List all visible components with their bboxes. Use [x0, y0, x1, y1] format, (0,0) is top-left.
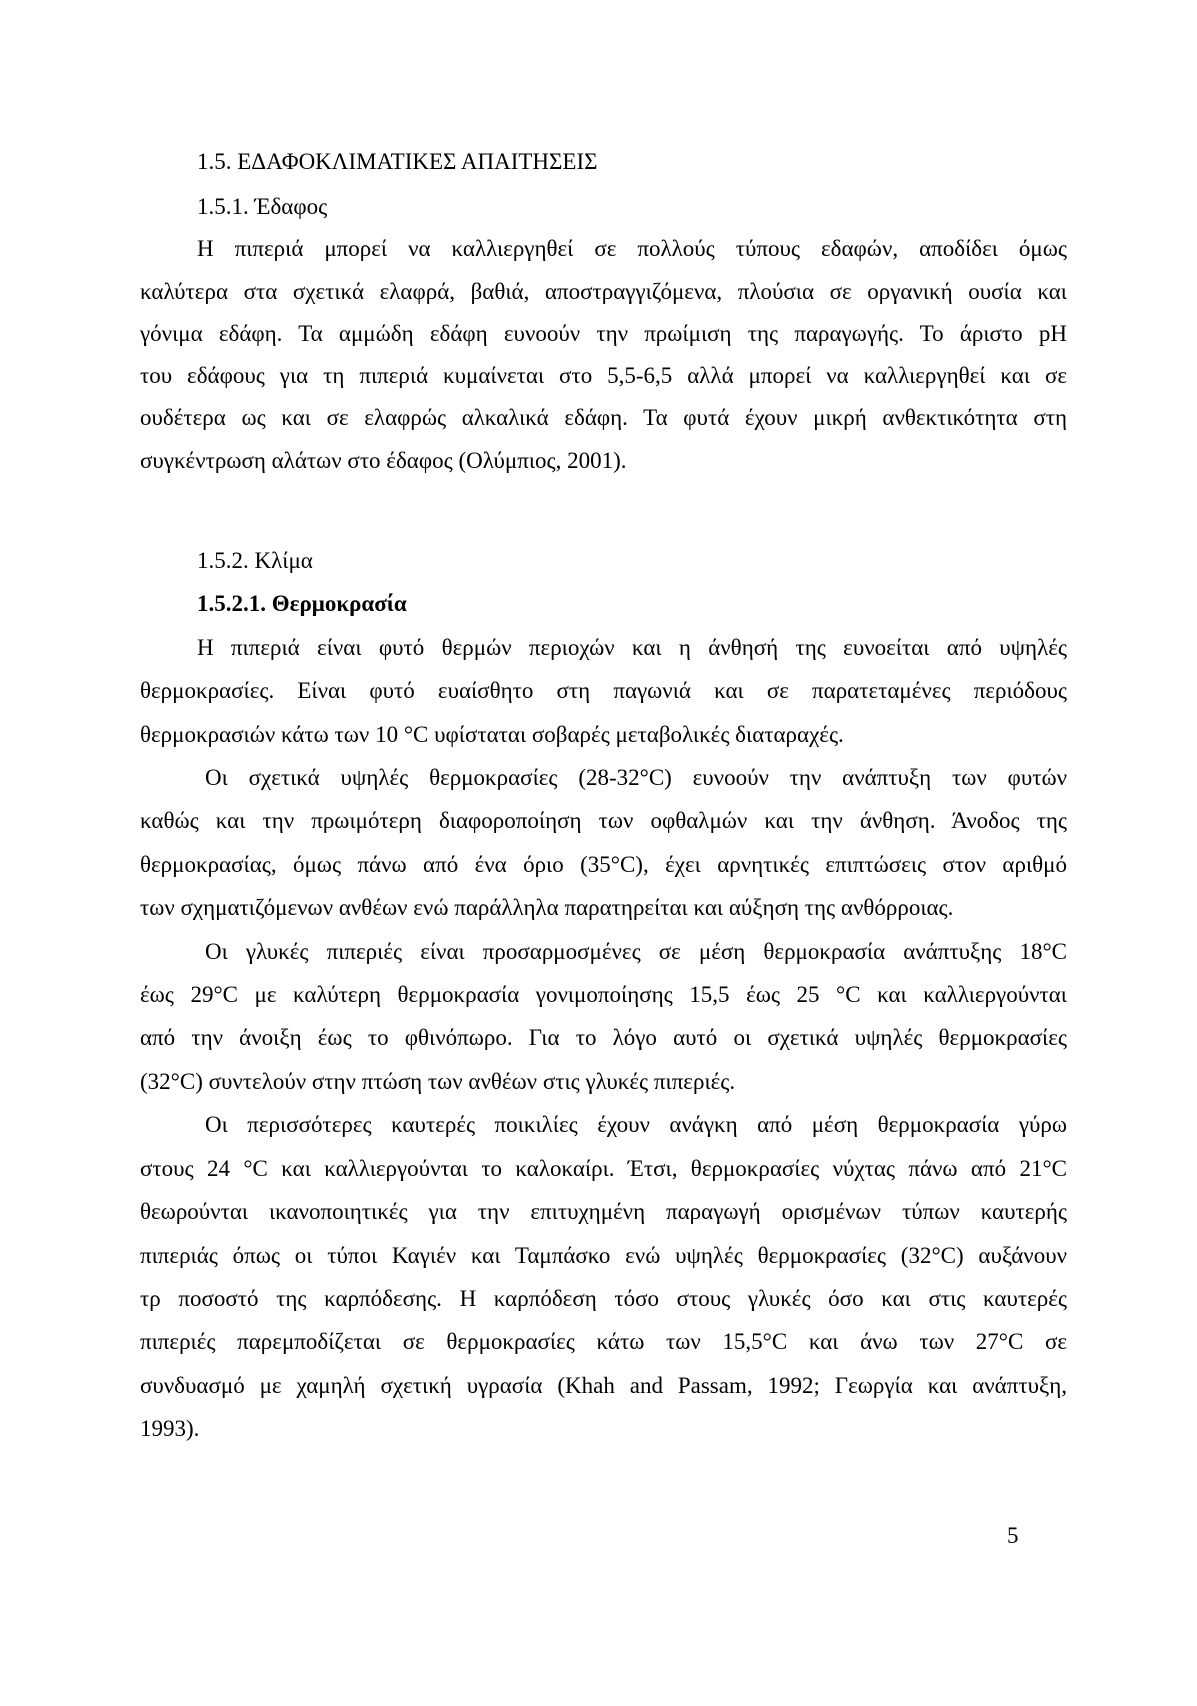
soil-section [140, 186, 1067, 482]
text-line: Η πιπεριά μπορεί να καλλιεργηθεί σε πολλούς τύπους εδαφών, αποδίδει όμως [197, 236, 1067, 262]
text-line: συνδυασμό με χαμηλή σχετική υγρασία (Khah and Passam, 1992; Γεωργία και ανάπτυξη, [140, 1372, 1067, 1398]
subsection-heading: 1.5.1. Έδαφος [197, 194, 328, 219]
text-line: Οι γλυκές πιπεριές είναι προσαρμοσμένες σε μέση θερμοκρασία ανάπτυξης 18°C [205, 938, 1067, 964]
climate-section [140, 539, 1067, 1451]
text-line: ουδέτερα ως και σε ελαφρώς αλκαλικά εδάφη. Τα φυτά έχουν μικρή ανθεκτικότητα στη [140, 405, 1067, 431]
text-line: Οι περισσότερες καυτερές ποικιλίες έχουν ανάγκη από μέση θερμοκρασία γύρω [205, 1112, 1067, 1138]
text-line: πιπεριάς όπως οι τύποι Καγιέν και Ταμπάσκο ενώ υψηλές θερμοκρασίες (32°C) αυξάνουν [140, 1242, 1067, 1268]
subsection-heading: 1.5.2. Κλίμα [197, 548, 313, 573]
text-line: θεωρούνται ικανοποιητικές για την επιτυχημένη παραγωγή ορισμένων τύπων καυτερής [140, 1199, 1067, 1225]
text-line: Οι σχετικά υψηλές θερμοκρασίες (28-32°C) ευνοούν την ανάπτυξη των φυτών [205, 765, 1067, 791]
text-line: στους 24 °C και καλλιεργούνται το καλοκαίρι. Έτσι, θερμοκρασίες νύχτας πάνω από 21°C [140, 1155, 1067, 1181]
text-line: (32°C) συντελούν στην πτώση των ανθέων στις γλυκές πιπεριές. [140, 1068, 736, 1094]
text-line: συγκέντρωση αλάτων στο έδαφος (Ολύμπιος, 2001). [140, 447, 627, 473]
main-section [140, 141, 1067, 183]
text-line: καθώς και την πρωιμότερη διαφοροποίηση των οφθαλμών και την άνθηση. Άνοδος της [140, 808, 1067, 834]
text-line: θερμοκρασίας, όμως πάνω από ένα όριο (35°C), έχει αρνητικές επιπτώσεις στον αριθμό [140, 851, 1067, 877]
text-line: από την άνοιξη έως το φθινόπωρο. Για το λόγο αυτό οι σχετικά υψηλές θερμοκρασίες [140, 1025, 1067, 1051]
paragraph [140, 228, 1067, 482]
paragraph [140, 1103, 1067, 1450]
text-line: των σχηματιζόμενων ανθέων ενώ παράλληλα παρατηρείται και αύξηση της ανθόρροιας. [140, 895, 954, 921]
text-line: πιπεριές παρεμποδίζεται σε θερμοκρασίες κάτω των 15,5°C και άνω των 27°C σε [140, 1329, 1068, 1355]
text-line: έως 29°C με καλύτερη θερμοκρασία γονιμοποίησης 15,5 έως 25 °C και καλλιεργούνται [140, 982, 1067, 1008]
section-heading: 1.5. ΕΔΑΦΟΚΛΙΜΑΤΙΚΕΣ ΑΠΑΙΤΗΣΕΙΣ [197, 149, 598, 174]
text-line: γόνιμα εδάφη. Τα αμμώδη εδάφη ευνοούν την πρωίμιση της παραγωγής. Το άριστο pH [140, 320, 1067, 346]
text-line: Η πιπεριά είναι φυτό θερμών περιοχών και η άνθησή της ευνοείται από υψηλές [197, 634, 1067, 660]
paragraph [140, 930, 1067, 1104]
page-number: 5 [1007, 1523, 1019, 1548]
text-line: του εδάφους για τη πιπεριά κυμαίνεται στο 5,5-6,5 αλλά μπορεί να καλλιεργηθεί και σε [140, 363, 1067, 389]
text-line: θερμοκρασιών κάτω των 10 °C υφίσταται σοβαρές μεταβολικές διαταραχές. [140, 721, 844, 747]
paragraph [140, 626, 1067, 756]
text-line: θερμοκρασίες. Είναι φυτό ευαίσθητο στη παγωνιά και σε παρατεταμένες περιόδους [140, 678, 1067, 704]
temperature-heading: 1.5.2.1. Θερμοκρασία [197, 591, 407, 617]
paragraph [140, 756, 1067, 930]
text-line: καλύτερα στα σχετικά ελαφρά, βαθιά, αποστραγγιζόμενα, πλούσια σε οργανική ουσία και [140, 278, 1067, 304]
text-line: 1993). [140, 1416, 200, 1442]
text-line: τρ ποσοστό της καρπόδεσης. Η καρπόδεση τόσο στους γλυκές όσο και στις καυτερές [140, 1285, 1067, 1311]
